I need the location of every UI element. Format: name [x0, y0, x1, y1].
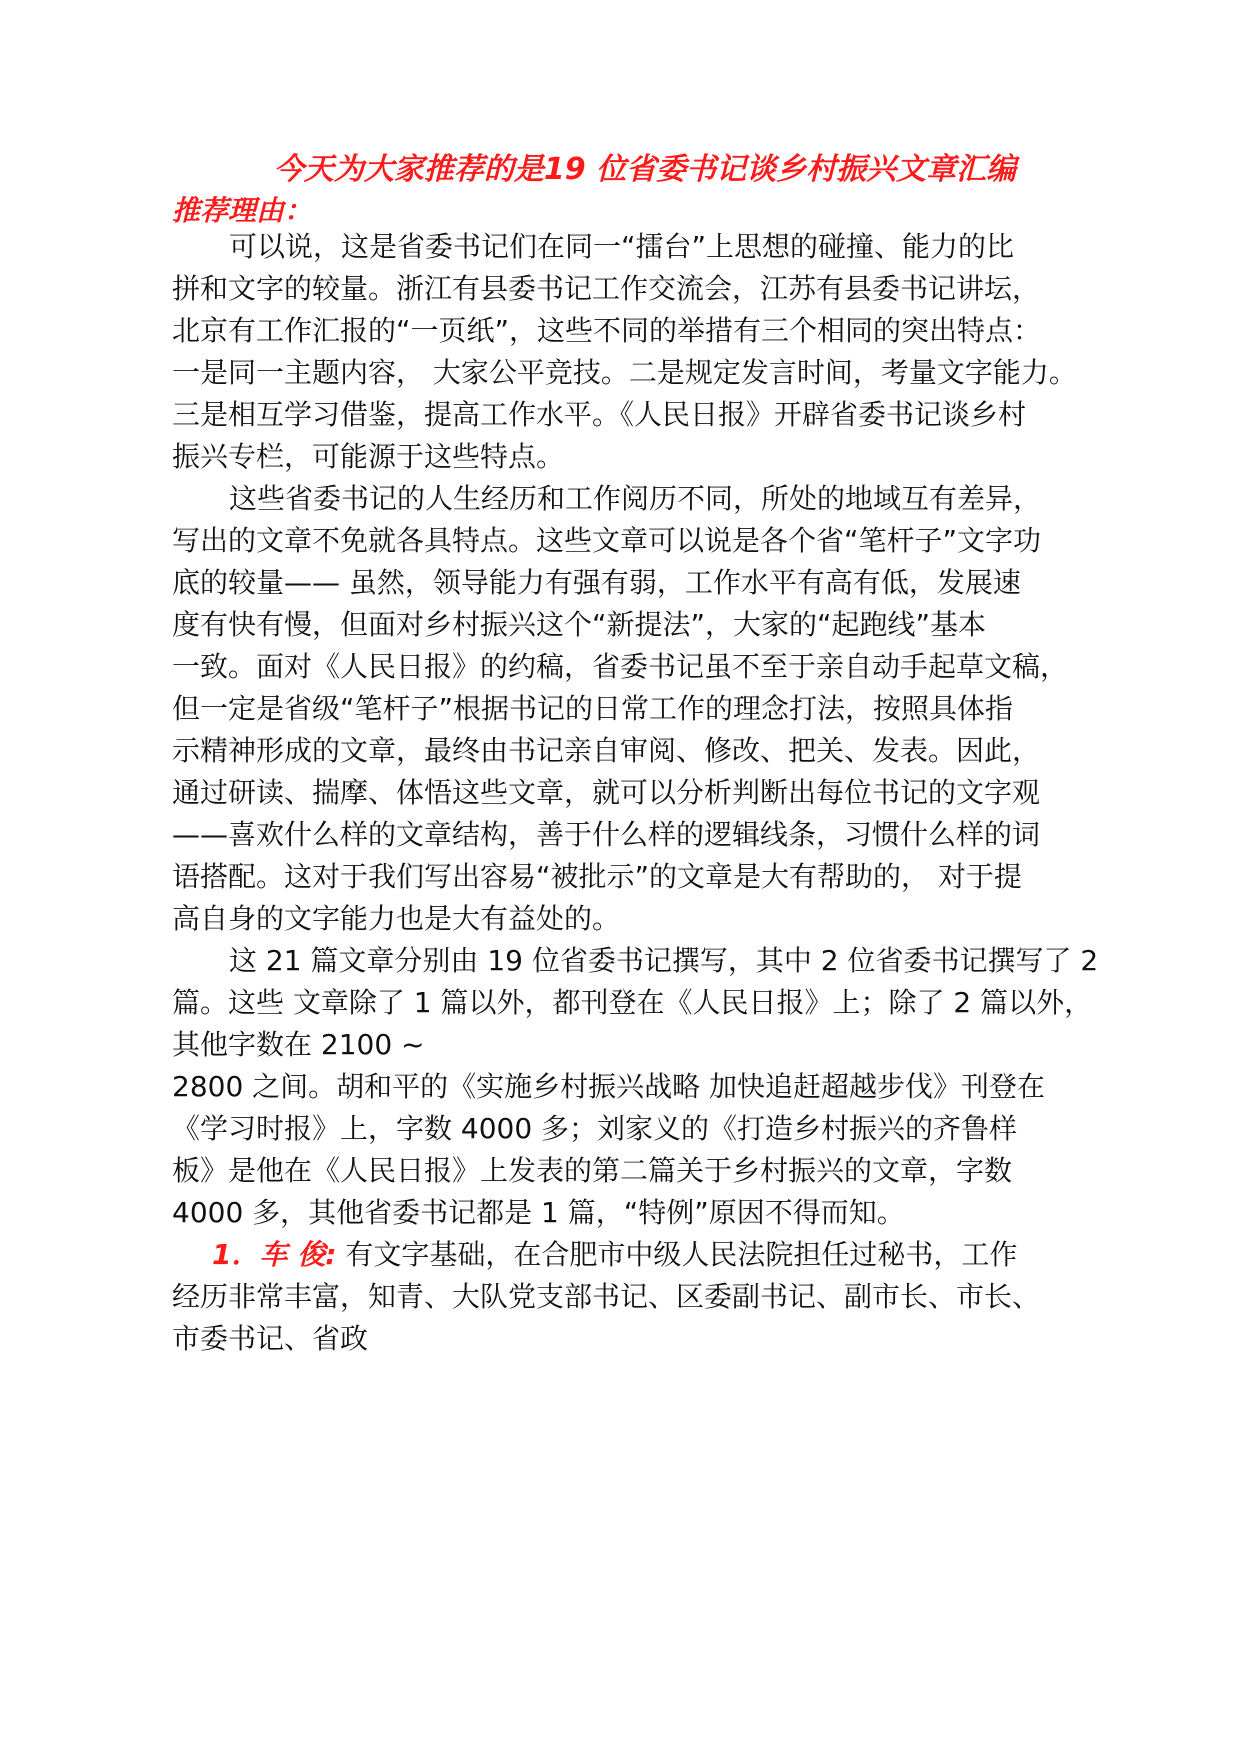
text-line: 底的较量—— 虽然，领导能力有强有弱，工作水平有高有低，发展速 — [172, 566, 1021, 599]
text-line: 振兴专栏，可能源于这些特点。 — [172, 440, 565, 473]
text-line: 三是相互学习借鉴，提高工作水平。《人民日报》开辟省委书记谈乡村 — [172, 398, 1027, 431]
document-body — [172, 226, 1102, 1360]
recommendation-reason-label: 推荐理由： — [172, 194, 313, 227]
text-line: 但一定是省级“笔杆子”根据书记的日常工作的理念打法，按照具体指 — [172, 692, 1014, 725]
text-line: 4000 多，其他省委书记都是 1 篇，“特例”原因不得而知。 — [172, 1196, 905, 1229]
text-line: 经历非常丰富，知青、大队党支部书记、区委副书记、副市长、市长、 — [172, 1280, 1041, 1313]
text-line: 2800 之间。胡和平的《实施乡村振兴战略 加快追赶超越步伐》刊登在 — [172, 1070, 1046, 1103]
text-line: 北京有工作汇报的“一页纸”，这些不同的举措有三个相同的突出特点： — [172, 314, 1042, 347]
text-line: 这些省委书记的人生经历和工作阅历不同，所处的地域互有差异， — [229, 482, 1042, 515]
text-line: 《学习时报》上，字数 4000 多；刘家义的《打造乡村振兴的齐鲁样 — [172, 1112, 1018, 1145]
text-line: ——喜欢什么样的文章结构，善于什么样的逻辑线条，习惯什么样的词 — [172, 818, 1041, 851]
text-line: 语搭配。这对于我们写出容易“被批示”的文章是大有帮助的， 对于提 — [172, 860, 1022, 893]
paragraph-2 — [172, 478, 1102, 940]
paragraph-3 — [172, 940, 1102, 1234]
text-line: 一致。面对《人民日报》的约稿，省委书记虽不至于亲自动手起草文稿， — [172, 650, 1069, 683]
text-line: 示精神形成的文章，最终由书记亲自审阅、修改、把关、发表。因此， — [172, 734, 1041, 767]
text-line: 市委书记、省政 — [172, 1322, 369, 1355]
text-line: 通过研读、揣摩、体悟这些文章，就可以分析判断出每位书记的文字观 — [172, 776, 1041, 809]
text-line — [172, 1234, 1102, 1276]
text-line: 可以说，这是省委书记们在同一“擂台”上思想的碰撞、能力的比 — [229, 230, 1015, 263]
text-line: 篇。这些 文章除了 1 篇以外，都刊登在《人民日报》上；除了 2 篇以外， — [172, 986, 1093, 1019]
paragraph-1 — [172, 226, 1102, 478]
text-line: 高自身的文字能力也是大有益处的。 — [172, 902, 621, 935]
text-line: 一是同一主题内容， 大家公平竞技。二是规定发言时间，考量文字能力。 — [172, 356, 1077, 389]
text-line: 板》是他在《人民日报》上发表的第二篇关于乡村振兴的文章，字数 — [172, 1154, 1013, 1187]
text-line: 写出的文章不免就各具特点。这些文章可以说是各个省“笔杆子”文字功 — [172, 524, 1042, 557]
text-line: 这 21 篇文章分别由 19 位省委书记撰写，其中 2 位省委书记撰写了 2 — [229, 944, 1099, 977]
text-line: 度有快有慢，但面对乡村振兴这个“新提法”，大家的“起跑线”基本 — [172, 608, 987, 641]
text-line: 其他字数在 2100 ~ — [172, 1028, 425, 1061]
document-title: 今天为大家推荐的是19 位省委书记谈乡村振兴文章汇编 — [273, 152, 1017, 187]
text-span: 有文字基础，在合肥市中级人民法院担任过秘书，工作 — [336, 1238, 1018, 1271]
section-heading-che-jun: 1．车 俊: — [212, 1238, 337, 1271]
text-line: 拼和文字的较量。浙江有县委书记工作交流会，江苏有县委书记讲坛， — [172, 272, 1041, 305]
paragraph-4 — [172, 1234, 1102, 1360]
